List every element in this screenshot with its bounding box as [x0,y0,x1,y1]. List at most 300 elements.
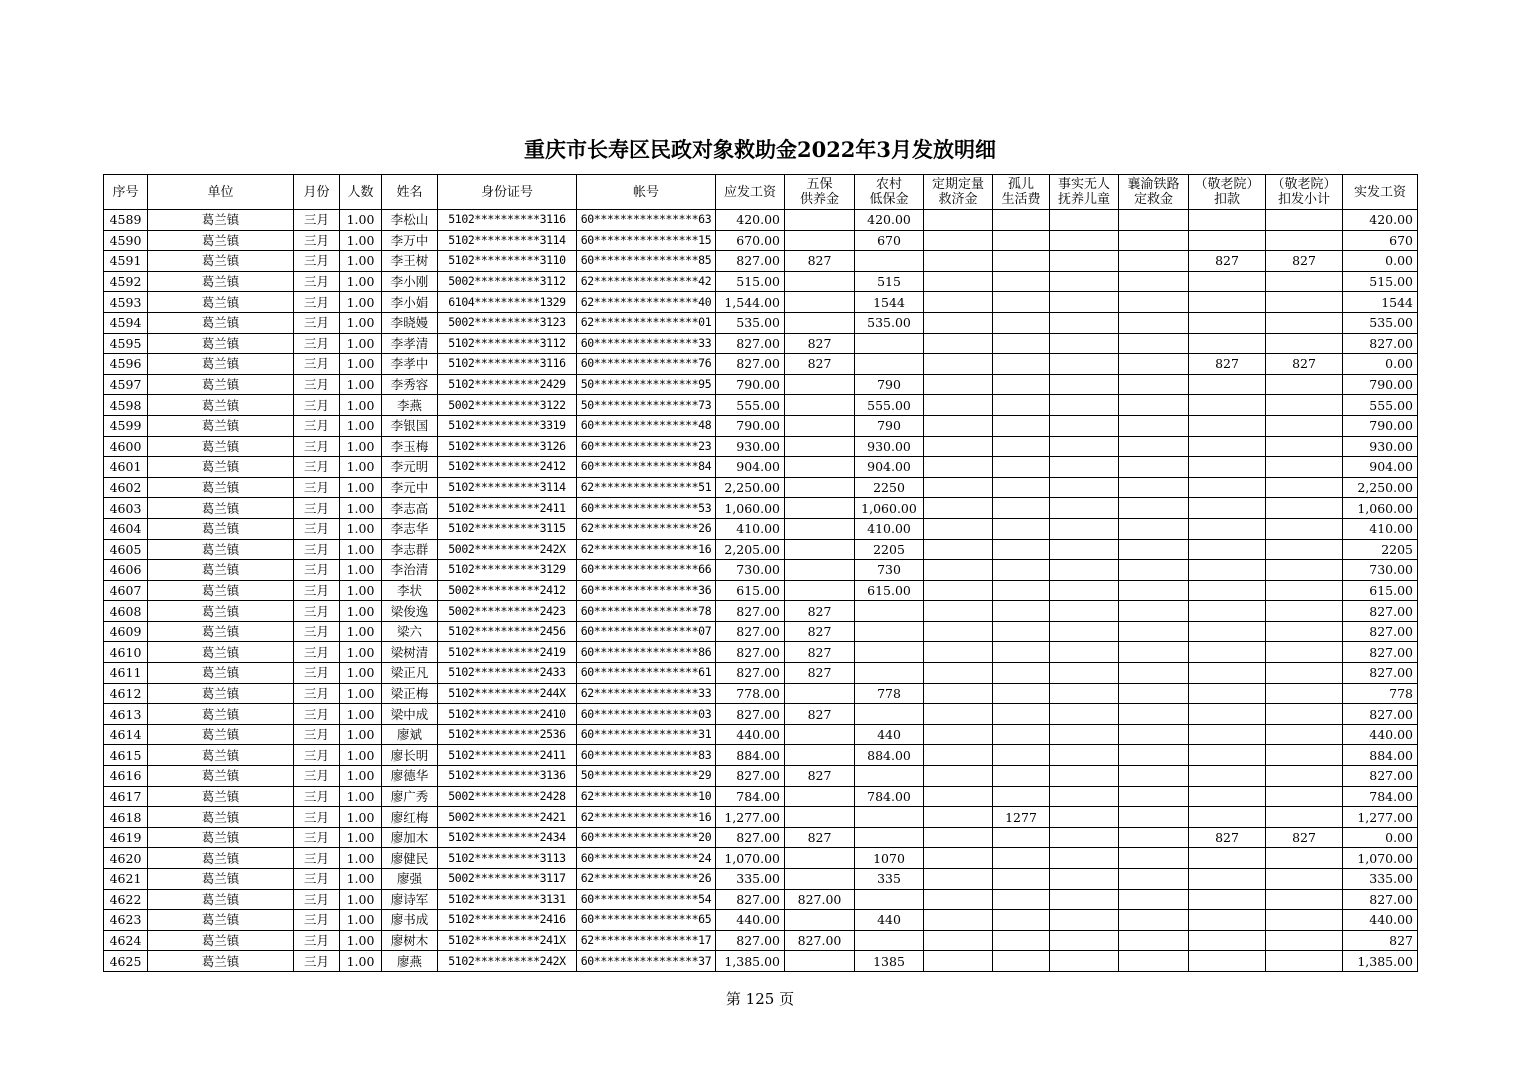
cell-actual-pay: 790.00 [1343,415,1418,436]
cell-wubao [785,848,855,869]
cell-index: 4623 [104,910,148,931]
cell-unsupported-child [1050,827,1119,848]
page-title: 重庆市长寿区民政对象救助金2022年3月发放明细 [523,137,997,162]
cell-name: 李孝清 [382,333,438,354]
cell-month: 三月 [294,642,340,663]
cell-account: 62****************26 [577,518,716,539]
cell-unsupported-child [1050,683,1119,704]
cell-month: 三月 [294,910,340,931]
cell-index: 4617 [104,786,148,807]
cell-actual-pay: 884.00 [1343,745,1418,766]
table-row [104,457,1418,478]
cell-orphan [993,333,1050,354]
cell-unit: 葛兰镇 [148,910,294,931]
header-label: 扣发小计 [1277,192,1330,207]
cell-orphan [993,477,1050,498]
cell-month: 三月 [294,333,340,354]
cell-railway-relief [1119,477,1189,498]
cell-actual-pay: 410.00 [1343,518,1418,539]
cell-unit: 葛兰镇 [148,271,294,292]
cell-index: 4615 [104,745,148,766]
cell-id-number: 5102**********2411 [438,745,577,766]
cell-payable: 1,060.00 [716,498,785,519]
cell-id-number: 5102**********3129 [438,560,577,581]
cell-name: 李玉梅 [382,436,438,457]
cell-account: 60****************03 [577,704,716,725]
cell-railway-relief [1119,292,1189,313]
header-label: 五保 [806,177,833,192]
cell-account: 60****************33 [577,333,716,354]
cell-nursing-deduction [1189,333,1266,354]
cell-actual-pay: 440.00 [1343,910,1418,931]
header-col-actual-pay [1343,175,1418,210]
cell-id-number: 6104**********1329 [438,292,577,313]
header-col-wubao [785,175,855,210]
cell-index: 4589 [104,210,148,231]
cell-dibao: 1385 [855,951,924,972]
cell-wubao [785,869,855,890]
cell-name: 廖健民 [382,848,438,869]
cell-nursing-subtotal [1266,477,1343,498]
cell-actual-pay: 420.00 [1343,210,1418,231]
cell-railway-relief [1119,539,1189,560]
cell-id-number: 5102**********2433 [438,663,577,684]
cell-dibao [855,354,924,375]
cell-month: 三月 [294,786,340,807]
cell-name: 廖书成 [382,910,438,931]
cell-account: 50****************95 [577,374,716,395]
cell-payable: 515.00 [716,271,785,292]
cell-nursing-subtotal [1266,415,1343,436]
cell-nursing-subtotal [1266,786,1343,807]
cell-index: 4625 [104,951,148,972]
cell-account: 62****************51 [577,477,716,498]
cell-payable: 1,544.00 [716,292,785,313]
cell-railway-relief [1119,374,1189,395]
relief-fund-table [103,174,1418,972]
cell-actual-pay: 535.00 [1343,312,1418,333]
cell-count: 1.00 [340,683,382,704]
header-label: 扣款 [1213,192,1240,207]
cell-dibao [855,663,924,684]
cell-wubao [785,539,855,560]
cell-nursing-subtotal [1266,807,1343,828]
header-label: 单位 [207,184,234,200]
cell-regular-relief [924,704,993,725]
cell-unit: 葛兰镇 [148,312,294,333]
cell-index: 4591 [104,251,148,272]
cell-orphan [993,271,1050,292]
cell-name: 李志群 [382,539,438,560]
cell-unit: 葛兰镇 [148,580,294,601]
table-row [104,807,1418,828]
cell-railway-relief [1119,518,1189,539]
cell-account: 60****************23 [577,436,716,457]
cell-unsupported-child [1050,580,1119,601]
cell-unit: 葛兰镇 [148,827,294,848]
cell-name: 李状 [382,580,438,601]
cell-orphan [993,292,1050,313]
cell-month: 三月 [294,848,340,869]
header-label: 农村 [875,177,902,192]
header-col-index [104,175,148,210]
cell-unit: 葛兰镇 [148,766,294,787]
cell-orphan [993,539,1050,560]
cell-actual-pay: 827.00 [1343,663,1418,684]
cell-unsupported-child [1050,292,1119,313]
cell-payable: 1,277.00 [716,807,785,828]
cell-month: 三月 [294,210,340,231]
table-row [104,951,1418,972]
header-label: 定救金 [1133,192,1173,207]
cell-dibao [855,251,924,272]
cell-dibao: 335 [855,869,924,890]
cell-account: 62****************10 [577,786,716,807]
cell-regular-relief [924,642,993,663]
cell-orphan [993,642,1050,663]
cell-dibao: 420.00 [855,210,924,231]
cell-month: 三月 [294,683,340,704]
table-row [104,395,1418,416]
cell-count: 1.00 [340,930,382,951]
cell-unit: 葛兰镇 [148,807,294,828]
cell-regular-relief [924,869,993,890]
table-row [104,786,1418,807]
cell-railway-relief [1119,210,1189,231]
cell-month: 三月 [294,477,340,498]
cell-month: 三月 [294,271,340,292]
cell-account: 60****************53 [577,498,716,519]
table-row [104,374,1418,395]
cell-nursing-deduction [1189,498,1266,519]
cell-nursing-deduction [1189,869,1266,890]
cell-actual-pay: 790.00 [1343,374,1418,395]
cell-name: 李王树 [382,251,438,272]
cell-wubao [785,457,855,478]
cell-name: 李松山 [382,210,438,231]
cell-name: 李元中 [382,477,438,498]
cell-wubao: 827.00 [785,930,855,951]
cell-nursing-deduction [1189,848,1266,869]
cell-month: 三月 [294,580,340,601]
cell-count: 1.00 [340,457,382,478]
cell-wubao: 827 [785,621,855,642]
cell-wubao [785,807,855,828]
cell-account: 62****************40 [577,292,716,313]
cell-account: 62****************16 [577,539,716,560]
cell-unsupported-child [1050,745,1119,766]
cell-railway-relief [1119,745,1189,766]
cell-account: 62****************33 [577,683,716,704]
cell-count: 1.00 [340,621,382,642]
cell-orphan [993,786,1050,807]
cell-count: 1.00 [340,436,382,457]
cell-dibao [855,930,924,951]
cell-unit: 葛兰镇 [148,354,294,375]
cell-count: 1.00 [340,724,382,745]
cell-nursing-subtotal [1266,580,1343,601]
cell-unsupported-child [1050,663,1119,684]
cell-orphan [993,930,1050,951]
cell-account: 60****************63 [577,210,716,231]
cell-index: 4619 [104,827,148,848]
cell-regular-relief [924,663,993,684]
cell-unit: 葛兰镇 [148,642,294,663]
cell-unit: 葛兰镇 [148,539,294,560]
cell-nursing-deduction [1189,312,1266,333]
cell-regular-relief [924,889,993,910]
table-row [104,312,1418,333]
cell-account: 50****************29 [577,766,716,787]
cell-month: 三月 [294,951,340,972]
cell-account: 50****************73 [577,395,716,416]
cell-actual-pay: 615.00 [1343,580,1418,601]
cell-actual-pay: 827.00 [1343,889,1418,910]
cell-nursing-deduction [1189,889,1266,910]
cell-nursing-subtotal [1266,621,1343,642]
cell-regular-relief [924,580,993,601]
cell-index: 4597 [104,374,148,395]
cell-wubao: 827 [785,704,855,725]
cell-name: 李晓嫚 [382,312,438,333]
cell-index: 4600 [104,436,148,457]
cell-index: 4609 [104,621,148,642]
cell-account: 60****************61 [577,663,716,684]
cell-name: 梁中成 [382,704,438,725]
cell-railway-relief [1119,457,1189,478]
cell-id-number: 5002**********242X [438,539,577,560]
cell-regular-relief [924,230,993,251]
cell-nursing-deduction [1189,415,1266,436]
cell-railway-relief [1119,395,1189,416]
cell-count: 1.00 [340,395,382,416]
cell-railway-relief [1119,621,1189,642]
cell-dibao: 790 [855,374,924,395]
cell-payable: 535.00 [716,312,785,333]
cell-payable: 555.00 [716,395,785,416]
cell-nursing-deduction [1189,724,1266,745]
cell-account: 62****************16 [577,807,716,828]
cell-wubao: 827 [785,354,855,375]
cell-account: 62****************26 [577,869,716,890]
cell-dibao: 440 [855,910,924,931]
cell-dibao [855,766,924,787]
cell-index: 4618 [104,807,148,828]
cell-payable: 790.00 [716,374,785,395]
cell-wubao: 827 [785,827,855,848]
cell-nursing-subtotal [1266,910,1343,931]
cell-payable: 930.00 [716,436,785,457]
cell-payable: 827.00 [716,333,785,354]
cell-dibao: 535.00 [855,312,924,333]
cell-wubao [785,415,855,436]
cell-id-number: 5102**********3126 [438,436,577,457]
cell-nursing-subtotal [1266,210,1343,231]
cell-nursing-subtotal [1266,704,1343,725]
cell-count: 1.00 [340,354,382,375]
cell-index: 4606 [104,560,148,581]
cell-railway-relief [1119,766,1189,787]
header-label: 襄渝铁路 [1127,177,1180,192]
cell-regular-relief [924,210,993,231]
cell-railway-relief [1119,312,1189,333]
cell-index: 4593 [104,292,148,313]
cell-id-number: 5002**********2412 [438,580,577,601]
cell-payable: 827.00 [716,704,785,725]
header-label: 月份 [303,184,330,200]
cell-railway-relief [1119,786,1189,807]
cell-month: 三月 [294,518,340,539]
cell-index: 4608 [104,601,148,622]
cell-unit: 葛兰镇 [148,210,294,231]
cell-unit: 葛兰镇 [148,663,294,684]
cell-payable: 827.00 [716,930,785,951]
cell-wubao [785,230,855,251]
cell-actual-pay: 0.00 [1343,251,1418,272]
cell-orphan [993,230,1050,251]
cell-unit: 葛兰镇 [148,930,294,951]
cell-id-number: 5102**********2412 [438,457,577,478]
cell-unsupported-child [1050,436,1119,457]
cell-nursing-subtotal [1266,766,1343,787]
cell-regular-relief [924,457,993,478]
cell-account: 62****************17 [577,930,716,951]
cell-unsupported-child [1050,230,1119,251]
cell-index: 4613 [104,704,148,725]
cell-count: 1.00 [340,210,382,231]
cell-index: 4624 [104,930,148,951]
cell-nursing-subtotal [1266,663,1343,684]
table-row [104,621,1418,642]
cell-regular-relief [924,848,993,869]
cell-unsupported-child [1050,642,1119,663]
table-row [104,704,1418,725]
cell-name: 李元明 [382,457,438,478]
cell-railway-relief [1119,683,1189,704]
table-row [104,663,1418,684]
cell-railway-relief [1119,498,1189,519]
cell-payable: 827.00 [716,889,785,910]
cell-index: 4610 [104,642,148,663]
cell-regular-relief [924,312,993,333]
cell-unit: 葛兰镇 [148,230,294,251]
table-row [104,436,1418,457]
cell-unsupported-child [1050,889,1119,910]
cell-nursing-deduction [1189,951,1266,972]
cell-name: 廖德华 [382,766,438,787]
cell-payable: 2,250.00 [716,477,785,498]
table-row [104,642,1418,663]
cell-count: 1.00 [340,271,382,292]
cell-unsupported-child [1050,766,1119,787]
cell-month: 三月 [294,457,340,478]
cell-id-number: 5102**********3114 [438,230,577,251]
cell-nursing-subtotal [1266,683,1343,704]
cell-regular-relief [924,601,993,622]
cell-payable: 827.00 [716,251,785,272]
cell-unsupported-child [1050,621,1119,642]
cell-payable: 904.00 [716,457,785,478]
cell-id-number: 5102**********3114 [438,477,577,498]
cell-nursing-deduction [1189,518,1266,539]
header-label: 低保金 [869,192,909,207]
cell-actual-pay: 2205 [1343,539,1418,560]
cell-actual-pay: 335.00 [1343,869,1418,890]
cell-nursing-deduction [1189,766,1266,787]
cell-regular-relief [924,374,993,395]
cell-dibao: 1544 [855,292,924,313]
cell-nursing-subtotal [1266,518,1343,539]
cell-account: 60****************07 [577,621,716,642]
cell-id-number: 5002**********3123 [438,312,577,333]
cell-unit: 葛兰镇 [148,745,294,766]
cell-nursing-subtotal [1266,539,1343,560]
cell-id-number: 5102**********3113 [438,848,577,869]
table-row [104,230,1418,251]
cell-unit: 葛兰镇 [148,560,294,581]
cell-month: 三月 [294,560,340,581]
cell-unsupported-child [1050,930,1119,951]
cell-unit: 葛兰镇 [148,683,294,704]
cell-orphan [993,889,1050,910]
cell-regular-relief [924,724,993,745]
cell-index: 4598 [104,395,148,416]
cell-railway-relief [1119,704,1189,725]
cell-actual-pay: 827.00 [1343,766,1418,787]
cell-nursing-subtotal [1266,601,1343,622]
cell-wubao [785,477,855,498]
header-col-unit [148,175,294,210]
cell-actual-pay: 670 [1343,230,1418,251]
table-row [104,724,1418,745]
cell-month: 三月 [294,766,340,787]
cell-nursing-deduction: 827 [1189,251,1266,272]
cell-orphan [993,354,1050,375]
cell-unit: 葛兰镇 [148,786,294,807]
cell-month: 三月 [294,395,340,416]
cell-wubao: 827 [785,642,855,663]
cell-orphan [993,683,1050,704]
cell-nursing-deduction [1189,374,1266,395]
cell-actual-pay: 730.00 [1343,560,1418,581]
cell-payable: 335.00 [716,869,785,890]
cell-actual-pay: 930.00 [1343,436,1418,457]
cell-name: 梁俊逸 [382,601,438,622]
cell-id-number: 5002**********3112 [438,271,577,292]
cell-name: 廖广秀 [382,786,438,807]
cell-orphan [993,415,1050,436]
cell-unit: 葛兰镇 [148,374,294,395]
cell-name: 李燕 [382,395,438,416]
cell-nursing-subtotal [1266,869,1343,890]
cell-unsupported-child [1050,951,1119,972]
cell-wubao [785,910,855,931]
cell-railway-relief [1119,271,1189,292]
cell-index: 4622 [104,889,148,910]
cell-railway-relief [1119,415,1189,436]
cell-nursing-deduction [1189,683,1266,704]
cell-dibao: 515 [855,271,924,292]
cell-railway-relief [1119,333,1189,354]
cell-railway-relief [1119,889,1189,910]
cell-orphan [993,518,1050,539]
cell-unsupported-child [1050,539,1119,560]
cell-unit: 葛兰镇 [148,889,294,910]
cell-nursing-deduction [1189,704,1266,725]
table-row [104,580,1418,601]
cell-nursing-deduction [1189,930,1266,951]
cell-count: 1.00 [340,951,382,972]
